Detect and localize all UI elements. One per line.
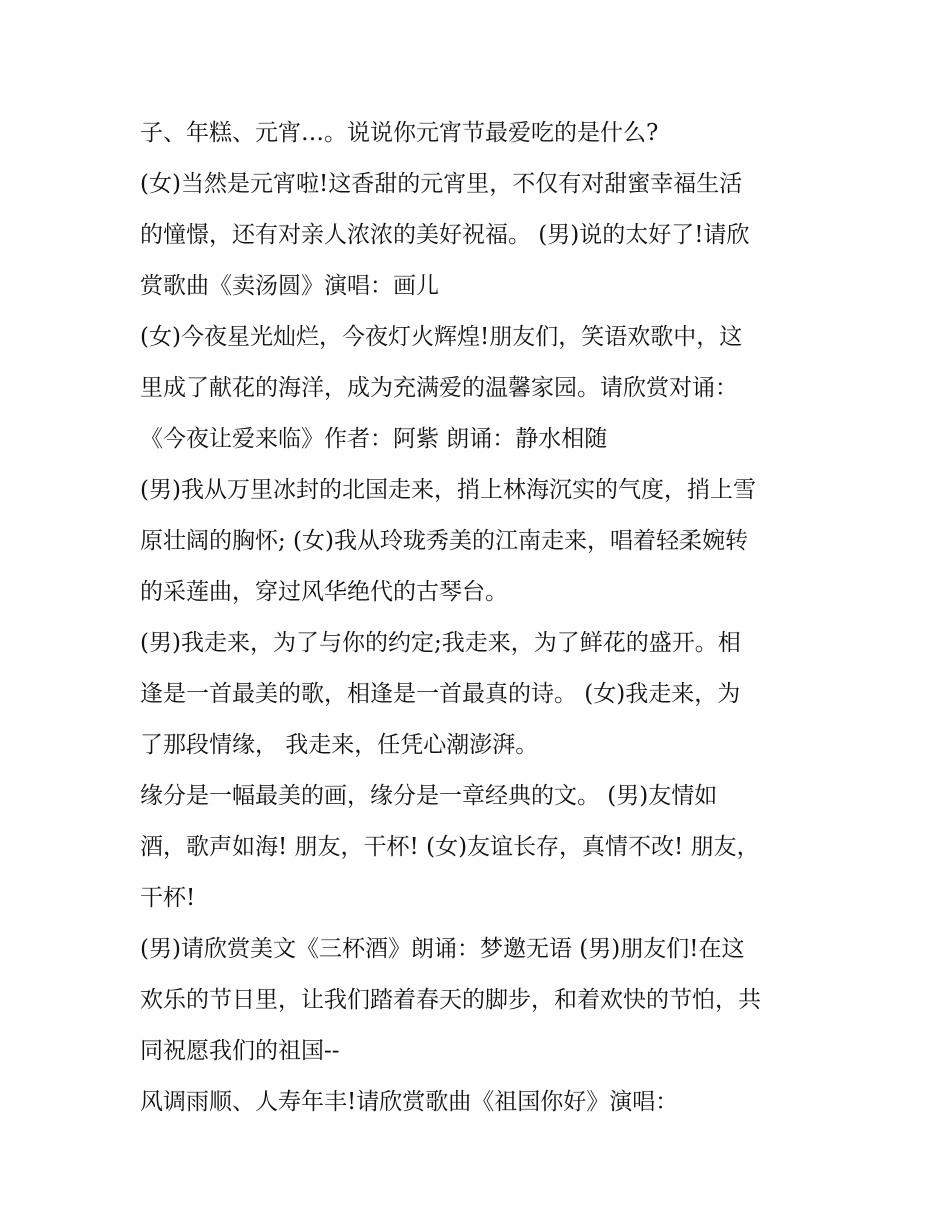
text-line-14: 缘分是一幅最美的画，缘分是一章经典的文。 (男)友情如 bbox=[140, 783, 718, 809]
text-line-16: 干杯! bbox=[140, 885, 196, 911]
text-line-8: (男)我从万里冰封的北国走来，捎上林海沉实的气度，捎上雪 bbox=[140, 477, 756, 503]
text-line-2: (女)当然是元宵啦!这香甜的元宵里，不仅有对甜蜜幸福生活 bbox=[140, 171, 743, 197]
text-line-1: 子、年糕、元宵…。说说你元宵节最爱吃的是什么? bbox=[140, 120, 659, 146]
text-line-15: 酒，歌声如海! 朋友，干杯! (女)友谊长存，真情不改! 朋友， bbox=[140, 834, 760, 860]
text-line-13: 了那段情缘， 我走来，任凭心潮澎湃。 bbox=[140, 732, 539, 758]
body-text bbox=[140, 108, 830, 1128]
text-line-11: (男)我走来，为了与你的约定;我走来，为了鲜花的盛开。相 bbox=[140, 630, 741, 656]
text-line-5: (女)今夜星光灿烂，今夜灯火辉煌!朋友们，笑语欢歌中，这 bbox=[140, 324, 743, 350]
text-line-12: 逢是一首最美的歌，相逢是一首最真的诗。 (女)我走来，为 bbox=[140, 681, 741, 707]
text-line-7: 《今夜让爱来临》作者：阿紫 朗诵：静水相随 bbox=[140, 426, 608, 452]
text-line-6: 里成了献花的海洋，成为充满爱的温馨家园。请欣赏对诵： bbox=[140, 375, 738, 401]
text-line-9: 原壮阔的胸怀; (女)我从玲珑秀美的江南走来，唱着轻柔婉转 bbox=[140, 528, 749, 554]
text-line-4: 赏歌曲《卖汤圆》演唱：画儿 bbox=[140, 273, 439, 299]
text-line-3: 的憧憬，还有对亲人浓浓的美好祝福。 (男)说的太好了!请欣 bbox=[140, 222, 750, 248]
text-line-10: 的采莲曲，穿过风华绝代的古琴台。 bbox=[140, 579, 508, 605]
text-line-18: 欢乐的节日里，让我们踏着春天的脚步，和着欢快的节怕，共 bbox=[140, 987, 761, 1013]
text-line-17: (男)请欣赏美文《三杯酒》朗诵：梦邀无语 (男)朋友们!在这 bbox=[140, 936, 745, 962]
text-line-20: 风调雨顺、人寿年丰!请欣赏歌曲《祖国你好》演唱： bbox=[140, 1089, 679, 1115]
text-line-19: 同祝愿我们的祖国-- bbox=[140, 1038, 340, 1064]
